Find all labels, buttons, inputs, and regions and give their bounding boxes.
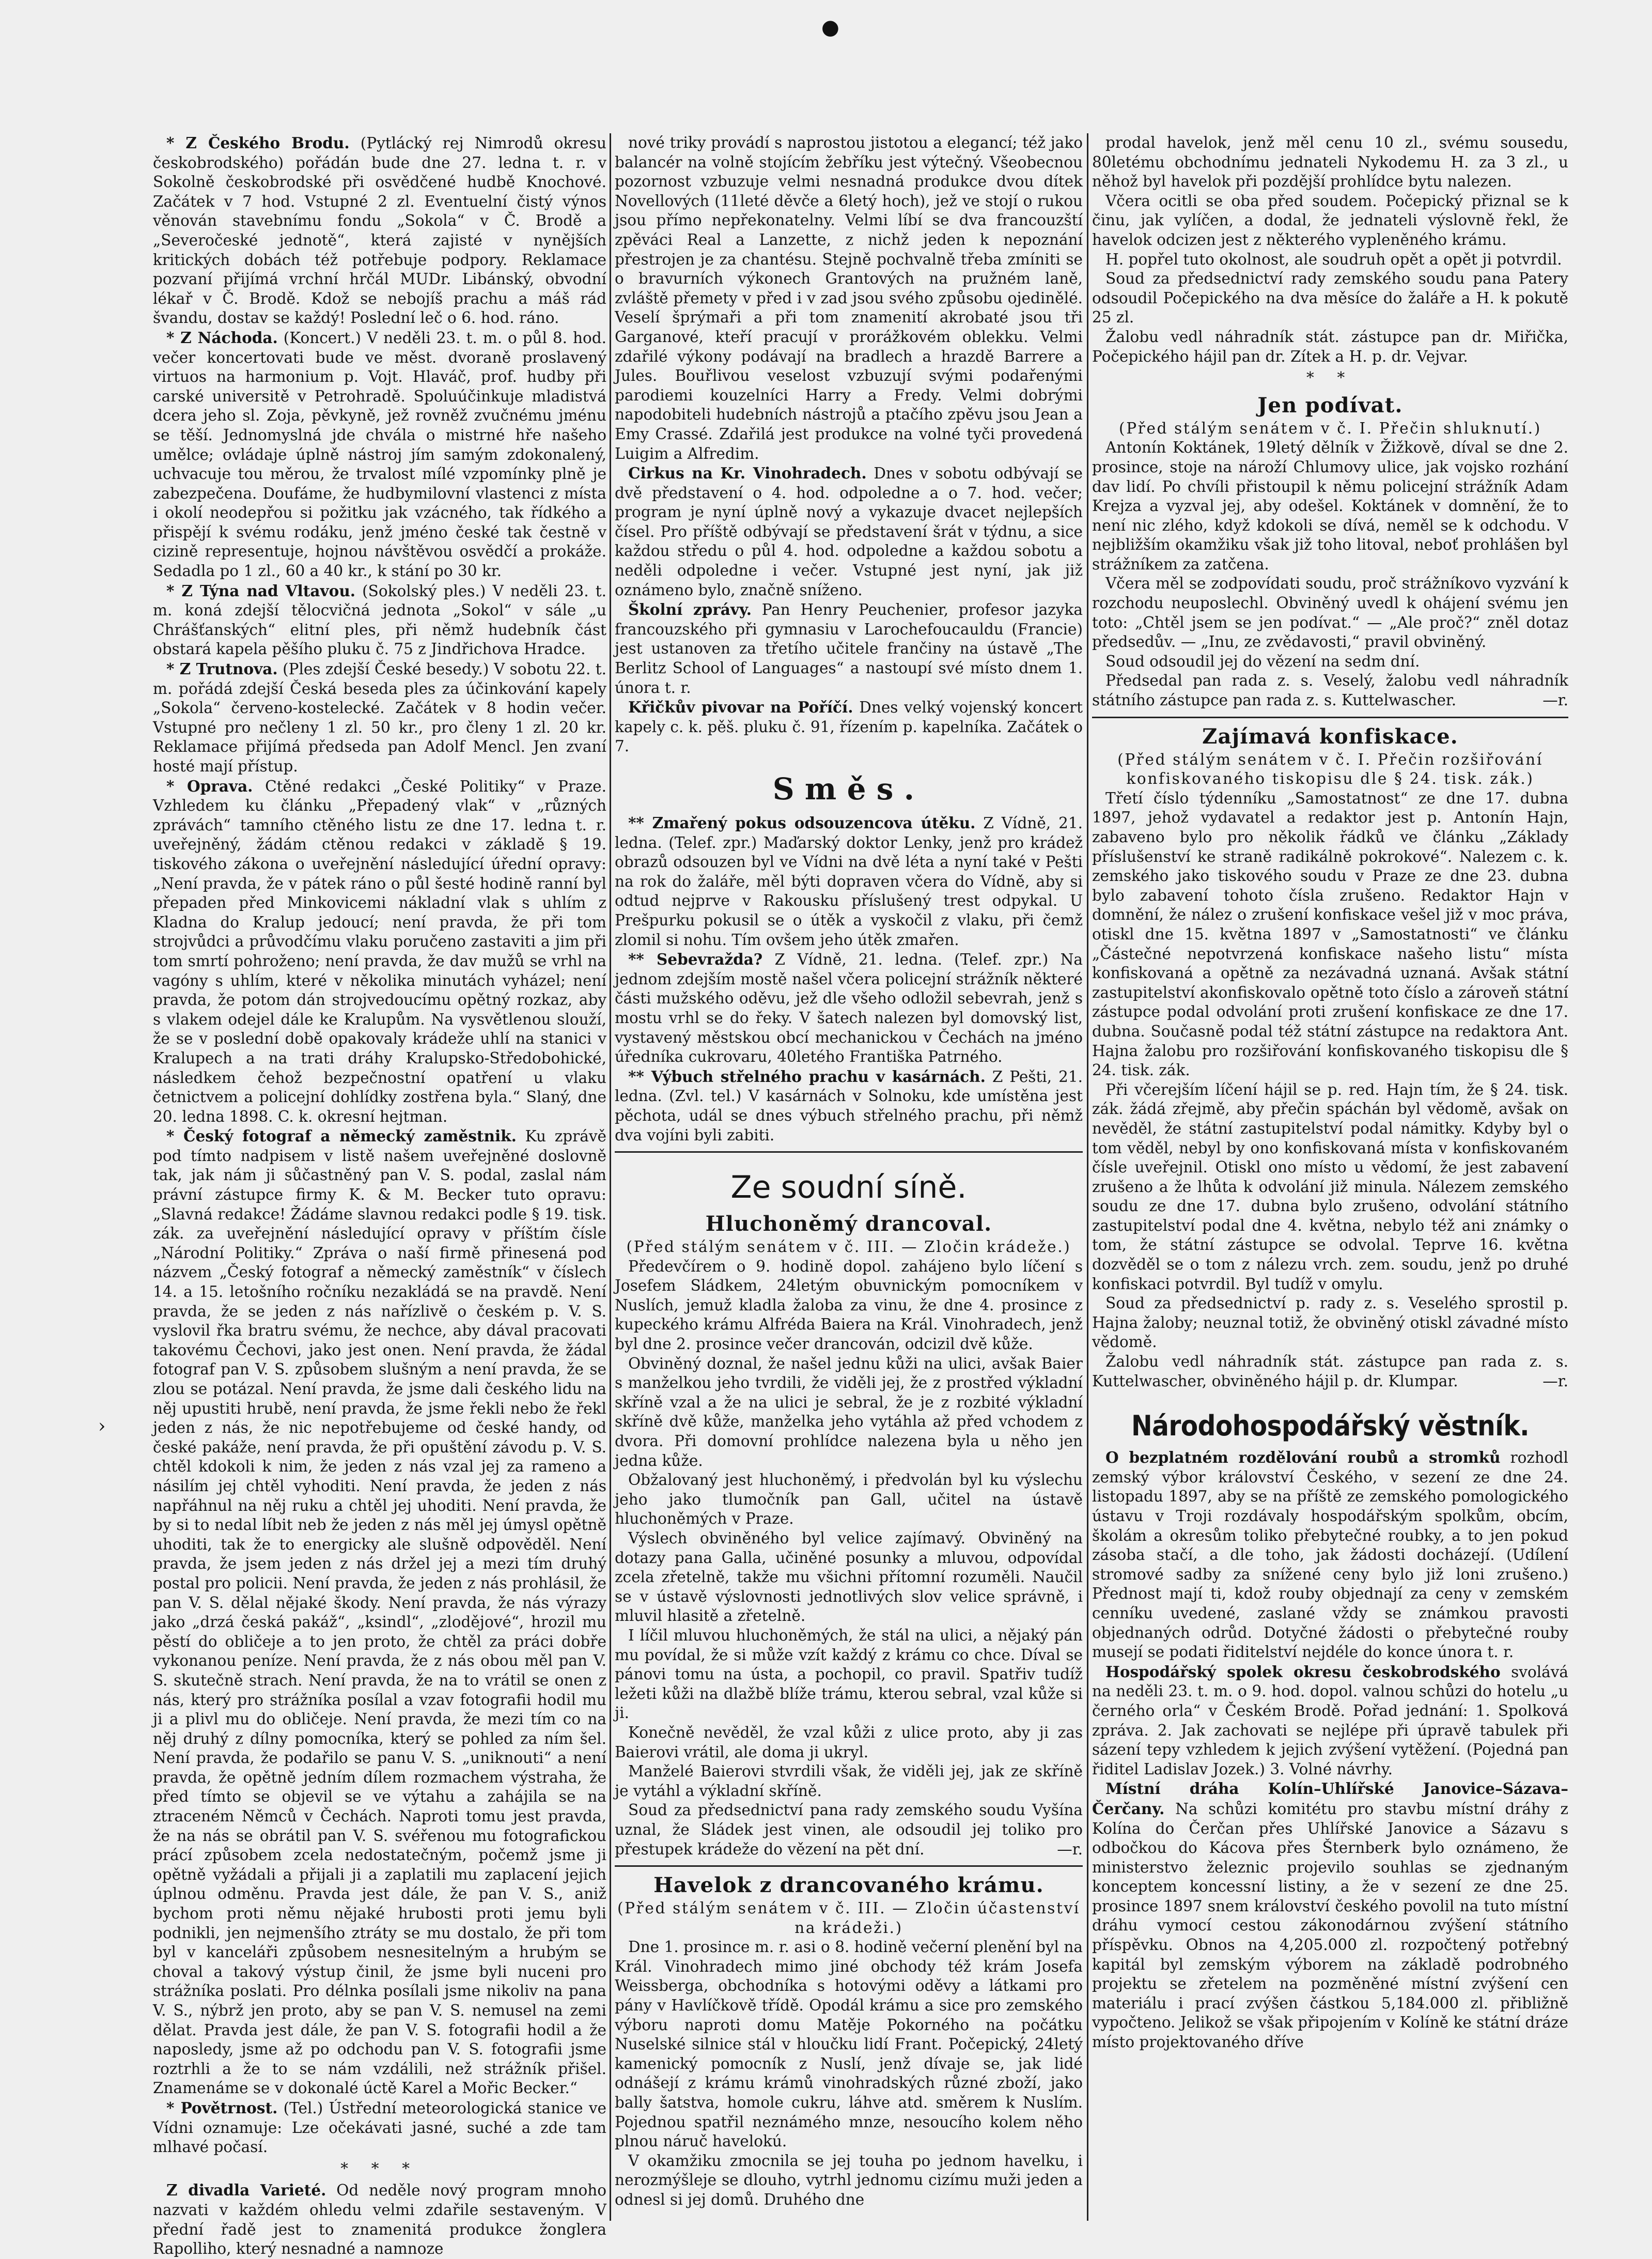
column-2 <box>615 133 1083 2233</box>
asterism: * * * <box>340 2159 419 2177</box>
article-paragraph <box>153 328 606 581</box>
article-text: V okamžiku zmocnila se jej touha po jednom havelku, i nerozmýšleje se dlouho, vytrhl jednomu cizímu muži jeden a odnesl si jej domů. Druhého dne <box>615 2152 1083 2208</box>
article-text: rozhodl zemský výbor království Českého, v sezení ze dne 24. listopadu 1897, aby se na příště ze zemského pomologického ústavu v Troji rozdávaly hospodářským spolkům, obcím, školám a okresům toliko přebytečné roubky, a to jen pokud zásoba stačí, a dle toho, jak žádosti docházejí. (Udílení stromové sadby za snížené ceny bylo již loni zrušeno.) Přednost mají ti, kdož rouby objednají za ceny v zemském cenníku uvedené, zaslané vždy se známkou pravosti objednaných odrůd. Dotyčné žádosti o přebytečné rouby musejí se podati řiditelství nejdéle do konce února t. r. <box>1092 1449 1568 1661</box>
article-text: Z Vídně, 21. ledna. (Telef. zpr.) Na jednom zdejším mostě našel včera policejní strážník některé části mužského oděvu, jež dle všeho odložil sebevrah, jenž s mostu vrhl se do řeky. V šatech nalezen byl domovský list, vystavený městskou obcí mechanickou v Čechách na jméno úředníka cukrovaru, 40letého Františka Patrného. <box>615 951 1083 1066</box>
article-text: Z Pešti, 21. ledna. (Zvl. tel.) V kasárnách v Solnoku, kde umístěna jest pěchota, udál se dnes výbuch střelného prachu, při němž dva vojíni byli zabiti. <box>615 1067 1083 1144</box>
section-heading: Ze soudní síně. <box>730 1169 967 1206</box>
article-paragraph <box>1092 328 1568 366</box>
article-paragraph <box>615 1723 1083 1762</box>
article-paragraph <box>153 581 606 659</box>
article-text: Včera měl se zodpovídati soudu, proč strážníkovo vyzvání k rozchodu neuposlechl. Obviněný uvedl k ohájení svému jen toto: „Chtěl jsem se jen podívat.“ — „Ale proč?“ zněl dotaz předsedův. — „Inu, ze zvědavosti,“ pravil obviněný. <box>1092 575 1568 651</box>
section-heading: Jen podívat. <box>1257 393 1403 417</box>
article-text: Pan Henry Peuchenier, profesor jazyka francouzského při gymnasiu v Larochefoucauldu (Francie) jest ustanoven za třetího učitele frančiny na ústavě „The Berlitz School of Languages“ a nastoupí své místo dnem 1. února t. r. <box>615 601 1083 697</box>
article-paragraph <box>615 1067 1083 1145</box>
article-signature: —r. <box>1542 691 1568 709</box>
article-text: Výslech obviněného byl velice zajímavý. Obviněný na dotazy pana Galla, učiněné posunky a mluvou, odpovídal zcela zřetelně, takže mu všichni přítomní rozuměli. Naučil se v ústavě výslovnosti jednotlivých slov velice správně, i mluvil hlasitě a zřetelně. <box>615 1529 1083 1625</box>
article-headline: * Z Náchoda. <box>166 328 278 347</box>
article-paragraph <box>153 659 606 777</box>
article-text: Od neděle nový program mnoho nazvati v každém ohledu velmi zdařile sestaveným. V přední řadě jest to znamenitá produkce žonglera Rapolliho, který nesnadné a namnoze <box>153 2181 606 2258</box>
article-text: (Pytlácký rej Nimrodů okresu českobrodského) pořádán bude dne 27. ledna t. r. v Sokolně českobrodské při osvědčené hudbě Knochové. Začátek v 7 hod. Vstupné 2 zl. Eventuelní čistý výnos věnován stavebnímu fondu „Sokola“ v Č. Brodě a „Severočeské jednotě“, která zajisté v nynějších kritických dobách též potřebuje podpory. Reklamace pozvaní přijímá vrchní hrčál MUDr. Libánský, obvodní lékař v Č. Brodě. Kdož se nebojíš prachu a máš rád švandu, dostav se každý! Poslední leč o 6. hod. ráno. <box>153 134 606 327</box>
article-paragraph <box>615 1801 1083 1859</box>
column-3 <box>1092 133 1568 2233</box>
section-heading: Hluchoněmý drancoval. <box>705 1212 992 1236</box>
article-paragraph <box>1092 438 1568 574</box>
asterism: * * <box>1306 369 1354 387</box>
article-paragraph <box>615 2152 1083 2210</box>
article-paragraph <box>615 600 1083 698</box>
article-paragraph <box>615 463 1083 600</box>
article-text: I líčil mluvou hluchoněmých, že stál na ulici, a nějaký pán mu povídal, že si může vzít každý z krámu co chce. Díval se pánovi tomu na ústa, a pochopil, co pravil. Spatřiv tudíž ležeti kůži na dlažbě blíže trámu, kterou sebral, vzal kůže si ji. <box>615 1626 1083 1722</box>
article-text: Soud odsoudil jej do vězení na sedm dní. <box>1105 652 1420 670</box>
article-subtitle: (Před stálým senátem v č. III. — Zločin účastenství na krádeži.) <box>617 1899 1081 1937</box>
article-headline: Místní dráha Kolín–Uhlířské Janovice–Sázava–Čerčany. <box>1092 1780 1568 1818</box>
article-text: Žalobu vedl náhradník stát. zástupce pan dr. Miřička, Počepického hájil pan dr. Zítek a H. p. dr. Vejvar. <box>1092 328 1568 365</box>
article-paragraph <box>1092 1779 1568 2052</box>
article-paragraph <box>615 1257 1083 1354</box>
article-paragraph <box>615 698 1083 756</box>
article-text: nové triky provádí s naprostou jistotou a elegancí; též jako balancér na volně stojícím žebříku jest výtečný. Všeobecnou pozornost vzbuzuje velmi nesnadná produkce dvou dítek Novellových (11leté děvče a 6letý hoch), jež ve stojí o rukou jsou přímo nepřekonatelny. Velmi líbí se dva francouzští zpěváci Real a Lanzette, z nichž jeden k nepoznání přestrojen je za chantésu. Stejně pochvalně třeba zmíniti se o bravurních výkonech Grantových na pružném laně, zvláště přemety v před i v zad jsou svého způsobu ojedinělé. Veselí šprýmaři a při tom znamenití akrobaté jsou tři Garganové, kteří pracují v prorážkovém oblekku. Velmi zdařilé výkony podávají na bradlech a hrazdě Barrere a Jules. Bouřlivou veselost vzbuzují svými podařenými parodiemi kouzelníci Harry a Fredy. Velmi dobrými napodobiteli hudebních nástrojů a ptačího zpěvu jsou Jean a Emy Crassé. Zdařilá jest produkce na volné tyči provedená Luigim a Alfredim. <box>615 134 1083 462</box>
article-paragraph <box>615 950 1083 1067</box>
article-headline: Křičkův pivovar na Poříčí. <box>628 698 853 717</box>
article-paragraph <box>615 1471 1083 1529</box>
article-paragraph <box>1092 1352 1568 1391</box>
article-text: Při včerejším líčení hájil se p. red. Hajn tím, že § 24. tisk. zák. žádá zřejmě, aby přečin spáchán byl vědomě, avšak on nevěděl, že státní zastupitelství podal námitky. Kdyby byl o tom věděl, nebyl by ono konfiskovaná místa v konfiskovaném čísle uveřejnil. Otiskl ono místo u vědomí, že jest zabavení zrušeno a že lhůta k odvolání již minula. Nálezem zemského soudu ze dne 17. dubna bylo zrušeno, odvolání státního zastupitelství podal dne 4. května, nebylo též ani známky o tom, že státní zástupce se odvolal. Teprve 16. května dozvěděl se o tom z nálezu vrch. zem. soudu, jenž po druhé konfiskaci potvrdil. Byl tudíž v omylu. <box>1092 1080 1568 1293</box>
article-text: Na schůzi komitétu pro stavbu místní dráhy z Kolína do Čerčan přes Uhlířské Janovice a Sázavu s odbočkou do Kácova přes Šternberk bylo oznámeno, že ministerstvo železnic projevilo souhlas se zjednaným konceptem koncessní listiny, a že v sezení ze dne 25. prosince 1897 snem království českého povolil na tuto místní dráhu vymocí cestou zákonodárnou zvýšení státního příspěvku. Obnos na 4,205.000 zl. rozpočtený potřebný kapitál byl zemským výborem na základě podrobného projektu se zřetelem na pozměněné místní zvýšení cen materiálu i prací zvýšen částkou 5,184.000 zl. přibližně vypočteno. Jelikož se však připojením v Kolíně ke státní dráze místo projektovaného dříve <box>1092 1800 1568 2051</box>
article-paragraph <box>1092 671 1568 710</box>
page-dot-icon: ● <box>821 16 839 39</box>
article-text: Soud za předsednictví pana rady zemského soudu Vyšína uznal, že Sládek jest vinen, ale odsoudil jej toliko pro přestupek krádeže do vězení na pět dní. <box>615 1801 1083 1858</box>
article-text: (Sokolský ples.) V neděli 23. t. m. koná zdejší tělocvičná jednota „Sokol“ v sále „u Chrášťanských“ elitní ples, při němž hudebník část obstará kapela pěšího pluku č. 75 z Jindřichova Hradce. <box>153 582 606 658</box>
section-heading: Zajímavá konfiskace. <box>1202 724 1458 749</box>
article-text: Soud za předsednictví rady zemského soudu pana Patery odsoudil Počepického na dva měsíce do žaláře a H. k pokutě 25 zl. <box>1092 270 1568 327</box>
article-text: Dne 1. prosince m. r. asi o 8. hodině večerní plenění byl na Král. Vinohradech mimo jiné obchody též krám Josefa Weissberga, obchodníka s hotovými oděvy a látkami pro pány v Havlíčkově třídě. Opodál krámu a sice pro zemského výboru naproti domu Matěje Pokorného na počátku Nuselské silnice stál v hloučku lidí Frant. Počepický, 24letý kamenický pomocník z Nuslí, jenž dívaje se, jak lidé odnášejí z krámu krámů vinohradských různé zboží, jako bally šatstva, homole cukru, láhve atd. směrem k Nuslím. Pojednou spatřil neznámého mnze, nesoucího kolem něho plnou náruč havelokú. <box>615 1938 1083 2150</box>
column-1 <box>153 133 606 2258</box>
article-paragraph <box>1092 250 1568 270</box>
article-headline: * Oprava. <box>166 777 253 795</box>
article-headline: * Povětrnost. <box>166 2098 278 2117</box>
article-paragraph <box>1092 1662 1568 1780</box>
article-text: Třetí číslo týdenníku „Samostatnost“ ze dne 17. dubna 1897, jehož vydavatel a redaktor jest p. Antonín Hajn, zabaveno bylo pro několik řádků ve článku „Základy příslušenství ke straně radikálně pokrokové“. Nalezem c. k. zemského jako tiskového soudu v Praze ze dne 23. dubna bylo zabavení tohoto čísla zrušeno. Redaktor Hajn v domnění, že nález o zrušení konfiskace vešel již v moc práva, otiskl dne 15. května 1897 v „Samostatnosti“ ve článku „Částečné nepotvrzená konfiskace našeho listu“ místa konfiskovaná a opětně za nezávadná uznaná. Avšak státní zastupitelství akonfiskovalo opětně toto číslo a zároveň státní zástupce podal odvolání proti zrušení konfiskace ze dne 17. dubna. Současně podal též státní zástupce na redaktora Ant. Hajna žalobu pro rozšiřování konfiskovaného tiskopisu dle § 24. tisk. zák. <box>1092 789 1568 1079</box>
article-paragraph <box>615 1626 1083 1723</box>
article-paragraph <box>615 133 1083 463</box>
article-paragraph <box>1092 1294 1568 1352</box>
article-paragraph <box>1092 574 1568 652</box>
article-text: (Ples zdejší České besedy.) V sobotu 22. t. m. pořádá zdejší Česká beseda ples za účinkování kapely „Sokola“ červeno-kostelecké. Začátek v 8 hodin večer. Vstupné pro nečleny 1 zl. 50 kr., pro členy 1 zl. 20 kr. Reklamace přijímá předseda pan Adolf Mencl. Jen zvaní hosté mají přístup. <box>153 660 606 775</box>
article-headline: * Český fotograf a německý zaměstnik. <box>166 1127 517 1146</box>
article-text: Antonín Koktánek, 19letý dělník v Žižkově, díval se dne 2. prosince, stoje na nároží Chlumovy ulice, jak vojsko rozhání dav lidí. Po chvíli přistoupil k němu policejní strážník Adam Krejza a vyzval jej, aby odešel. Koktánek v domnění, že to není nic zlého, když kdokoli se dívá, neměl se k odchodu. V nejbližším okamžiku však již toho litoval, neboť prohlášen byl strážníkem za zatčena. <box>1092 439 1568 573</box>
article-text: Předsedal pan rada z. s. Veselý, žalobu vedl náhradník státního zástupce pan rada z. s. Kuttelwascher. <box>1092 672 1568 709</box>
article-text: Žalobu vedl náhradník stát. zástupce pan rada z. s. Kuttelwascher, obviněného hájil p. dr. Klumpar. <box>1092 1353 1568 1390</box>
article-paragraph <box>153 2180 606 2258</box>
article-headline: Školní zprávy. <box>628 600 752 619</box>
section-heading: Národohospodářský věstník. <box>1131 1410 1530 1443</box>
article-text: Soud za předsednictví p. rady z. s. Veselého sprostil p. Hajna žaloby; neuznal totiž, že obviněný otiskl závadné místo vědomě. <box>1092 1294 1568 1351</box>
article-headline: * Z Týna nad Vltavou. <box>166 581 356 600</box>
article-paragraph <box>615 1354 1083 1471</box>
article-subtitle: (Před stálým senátem v č. I. Přečin shluknutí.) <box>1119 419 1541 437</box>
article-text: prodal havelok, jenž měl cenu 10 zl., svému sousedu, 80letému obchodnímu jednateli Nykodemu H. za 3 zl., u něhož byl havelok při pozdější prohlídce bytu nalezen. <box>1092 134 1568 191</box>
article-text: Ku zprávě pod tímto nadpisem v listě našem uveřejněné doslovně tak, jak nám ji sůčastněný pan V. S. podal, zaslal nám právní zástupce firmy K. & M. Becker tuto opravu: „Slavná redakce! Žádáme slavnou redakci podle § 19. tisk. zák. za uveřejnění následující opravy v příštím čísle „Národní Politiky.“ Zpráva o naší firmě přinesená pod názvem „Český fotograf a německý zaměstník“ v číslech 14. a 15. letošního ročníku nezakládá se na pravdě. Není pravda, že se jeden z nás nařízlivě o českém p. V. S. vyslovil řka bratru svému, že nechce, aby dával pracovati takovému Čechovi, jako jest onen. Není pravda, že žádal fotograf pan V. S. způsobem slušným a není pravda, že se zlou se potázal. Není pravda, že jsme dali českého lidu na něj upustiti hrubě, není pravda, že jsme řekli nebo že řekl jeden z nás, že nic nepotřebujeme od české handy, od české pakáže, není pravda, že při opuštění závodu p. V. S. chtěl kdokoli k nim, že jeden z nás vzal jej za rameno a násilím jej chtěl vyhoditi. Není pravda, že jeden z nás napřáhnul na něj ruku a chtěl jej uhoditi. Není pravda, že by si to nedal líbit neb že jeden z nás měl jej úmysl opětně uhoditi, tak že to energicky ale slušně odpověděl. Není pravda, že jsem jeden z nás držel jej a mezi tím druhý postal pro policii. Není pravda, že jeden z nás prohlásil, že pan V. S. dělal nějaké škody. Není pravda, že nás výrazy jako „drzá česká pakáž“, „ksindl“, „zlodějové“, hrozil mu pěstí do obličeje a to jen proto, že chtěl za práci dobře vykonanou peníze. Není pravda, že z nás obou měl pan V. S. skutečně strach. Není pravda, že na to vrátil se onen z nás, který pro strážníka posílal a vzav fotografii hodil mu ji a plivl mu do obličeje. Není pravda, že mezi tím co na něj druhý z dílny pomocníka, který se pohled za ním šel. Není pravda, že podařilo se panu V. S. „uniknouti“ a není pravda, že opětně jedním dílem rozmachem výstraha, že před tímto se objevil se ve výtahu a zahájila se na ztraceném Němců v Čechách. Naproti tomu jest pravda, že na nás se obrátil pan V. S. svéřenou mu fotografickou prácí způsobem zcela nedostatečným, počemž jsme ji opětně vyžádali a přijali ji a zaplatili mu zaplacení jejich úplnou odměnu. Pravda jest dále, že pan V. S., aniž bychom proti němu nějaké hrubosti proti jemu byli podnikli, jen nejmenšího ztráty se mu dostalo, že při tom byl v kanceláři způsobem nesnesitelným a hrubým se choval a takový výstup činil, že jsme byli nuceni pro strážníka poslati. Pro délnka posílali jsme nikoliv na pana V. S., nýbrž jen proto, aby se pan V. S. nemusel na zemi dělat. Pravda jest dále, že pan V. S. fotografii hodil a že naposledy, jsme až po odchodu pan V. S. fotografii jsme roztrhli a že to se nám vzdálili, než strážník přišel. Znamenáme se v dokonalé úctě Karel a Mořic Becker.“ <box>153 1127 606 2097</box>
article-text: Obviněný doznal, že našel jednu kůži na ulici, avšak Baier s manželkou jeho tvrdili, že viděli jej, že z prostřed výkladní skříně vzal a že na ulici je sebral, že je z rozbité výkladní skříně dvě kůže, manželka jeho vytáhla až před vchodem z dvora. Při domovní prohlídce nalezena byla u něho jen jedna kůže. <box>615 1354 1083 1469</box>
article-text: H. popřel tuto okolnost, ale soudruh opět a opět ji potvrdil. <box>1105 250 1562 268</box>
article-paragraph <box>615 813 1083 950</box>
article-text: Včera ocitli se oba před soudem. Počepický přiznal se k činu, jak vylíčen, a dodal, že jednateli výslovně řekl, že havelok odcizen jest z některého vypleněného krámu. <box>1092 192 1568 249</box>
article-paragraph <box>615 1529 1083 1626</box>
article-headline: Hospodářský spolek okresu českobrodského <box>1105 1662 1501 1681</box>
article-text: Ctěné redakci „České Politiky“ v Praze. Vzhledem ku článku „Přepadený vlak“ v „různých zprávách“ tamního ctěného listu ze dne 17. ledna t. r. uveřejněný, žádám ctěnou redakci v základě § 19. tiskového zákona o uveřejnění následující úřední opravy: „Není pravda, že v pátek ráno o půl šesté hodině ranní byl přepaden před Minkovicemi nákladní vlak s uhlím z Kladna do Kralup jedoucí; není pravda, že při tom strojvůdci a průvodčímu vlaku poručeno zastaviti a jim při tom smrtí pohroženo; není pravda, že dav mužů se vrhl na vagóny s uhlím, které v několika minutách vyházel; není pravda, že potom dán strojvedoucímu opětný rozkaz, aby s vlakem odejel dále ke Kralupům. Na vysvětlenou slouží, že se v poslední době opakovaly krádeže uhlí na stanici v Kralupech a na trati dráhy Kralupsko-Středobohické, následkem čehož bezpečnostní opatření u vlaku četnictvem a policejní dohlídky zostřena byla.“ Slaný, dne 20. ledna 1898. C. k. okresní hejtman. <box>153 777 606 1125</box>
article-paragraph <box>1092 133 1568 192</box>
article-text: Manželé Baierovi stvrdili však, že viděli jej, jak ze skříně je vytáhl a výkladní skříně. <box>615 1762 1083 1800</box>
article-paragraph <box>153 2098 606 2157</box>
article-paragraph <box>153 1126 606 2098</box>
column-rule-right <box>1087 133 1088 2221</box>
section-divider <box>1092 717 1568 718</box>
article-paragraph <box>1092 1448 1568 1662</box>
margin-mark-icon: › <box>98 1416 106 1437</box>
article-text: Dnes v sobotu odbývají se dvě představení o 4. hod. odpoledne a o 7. hod. večer; program je nyní úplně nový a vykazuje dvacet nejlepších čísel. Pro příště odbývají se představení šrát v týdnu, a sice každou středu o půl 4. hod. odpoledne a každou sobotu a neděli odpoledne i večer. Vstupné jest nyní, jak již oznámeno bylo, značně sníženo. <box>615 465 1083 599</box>
article-text: Konečně nevěděl, že vzal kůži z ulice proto, aby ji zas Baierovi vrátil, ale doma ji ukryl. <box>615 1723 1083 1761</box>
column-rule-left <box>610 133 611 2221</box>
section-divider <box>615 1151 1083 1153</box>
article-headline: * Z Trutnova. <box>166 660 278 678</box>
article-paragraph <box>1092 192 1568 250</box>
article-text: Obžalovaný jest hluchoněmý, i předvolán byl ku výslechu jeho jako tlumočník pan Gall, učitel na ústavě hluchoněmých v Praze. <box>615 1471 1083 1528</box>
article-subtitle: (Před stálým senátem v č. III. — Zločin krádeže.) <box>626 1238 1071 1256</box>
article-paragraph <box>1092 269 1568 328</box>
section-heading: Havelok z drancovaného krámu. <box>653 1873 1044 1898</box>
article-signature: —r. <box>1057 1840 1083 1858</box>
article-headline: ** Výbuch střelného prachu v kasárnách. <box>628 1067 986 1086</box>
article-signature: —r. <box>1542 1372 1568 1390</box>
article-paragraph <box>615 1762 1083 1801</box>
article-paragraph <box>153 133 606 328</box>
article-headline: Z divadla Varieté. <box>166 2181 326 2200</box>
article-headline: ** Sebevražda? <box>628 950 763 969</box>
article-paragraph <box>153 777 606 1127</box>
article-text: (Tel.) Ústřední meteorologická stanice ve Vídni oznamuje: Lze očekávati jasné, suché a zde tam mlhavé počasí. <box>153 2099 606 2156</box>
section-heading: Směs. <box>772 771 925 807</box>
article-paragraph <box>1092 652 1568 672</box>
section-divider <box>615 1865 1083 1867</box>
article-text: (Koncert.) V neděli 23. t. m. o půl 8. hod. večer koncertovati bude ve měst. dvoraně proslavený virtuos na harmonium p. Vojt. Hlaváč, prof. hudby při carské universitě v Petrohradě. Spoluúčinkuje mladistvá dcera jeho sl. Zoja, pěvkyně, jež rovněž zvučnému jménu se těší. Jednomyslná jde chvála o mistrné hře našeho umělce; ovládaje úplně nástroj jím samým zdokonalený, uchvacuje tou měrou, že trvalost mílé vzpomínky plně je zabezpečena. Doufáme, že hudbymilovní vlastenci z místa i okolí neodepřou si požitku jak vzácného, tak řídkého a přispějí k svému rodáku, jenž jméno české tak čestně v cizině representuje, hojnou návštěvou osvědčí a prokáže. Sedadla po 1 zl., 60 a 40 kr., k stání po 30 kr. <box>153 329 606 580</box>
article-subtitle: (Před stálým senátem v č. I. Přečin rozšiřování konfiskovaného tiskopisu dle § 24. tisk. zák.) <box>1117 750 1543 788</box>
article-headline: * Z Českého Brodu. <box>166 134 350 152</box>
article-headline: Cirkus na Kr. Vinohradech. <box>628 464 867 483</box>
article-paragraph <box>1092 789 1568 1080</box>
article-headline: ** Zmařený pokus odsouzencova útěku. <box>628 814 976 832</box>
article-text: Dnes velký vojenský koncert kapely c. k. pěš. pluku č. 91, řízením p. kapelníka. Začátek o 7. <box>615 699 1083 755</box>
article-text: Z Vídně, 21. ledna. (Telef. zpr.) Maďarský doktor Lenky, jenž pro krádež obrazů odsouzen byl ve Vídni na dvě léta a nyní také v Pešti na rok do žaláře, měl býti dopraven včera do Vídně, aby si odtud nejprve v Rakousku příslušený trest odpykal. U Prešpurku pokusil se o útěk a vyskočil z vlaku, při čemž zlomil si nohu. Tím ovšem jeho útěk zmařen. <box>615 814 1083 949</box>
article-paragraph <box>1092 1080 1568 1294</box>
article-text: svolává na neděli 23. t. m. o 9. hod. dopol. valnou schůzi do hotelu „u černého orla“ v Českém Brodě. Pořad jednání: 1. Spolková zpráva. 2. Jak zachovati se nejlépe při úpravě tabulek při sázení tepy vzhledem k jejich zvýšení vytěžení. (Pojedná pan řiditel Ladislav Jozek.) 3. Volné návrhy. <box>1092 1663 1568 1778</box>
article-headline: O bezplatném rozdělování roubů a stromků <box>1105 1448 1501 1467</box>
article-paragraph <box>615 1938 1083 2152</box>
article-text: Předevčírem o 9. hodině dopol. zahájeno bylo líčení s Josefem Sládkem, 24letým obuvnickým pomocníkem v Nuslích, jemuž kladla žaloba za vinu, že dne 4. prosince z kupeckého krámu Alfréda Baiera na Král. Vinohradech, jenž byl dne 2. prosince večer drancován, odcizil dvě kůže. <box>615 1257 1083 1353</box>
